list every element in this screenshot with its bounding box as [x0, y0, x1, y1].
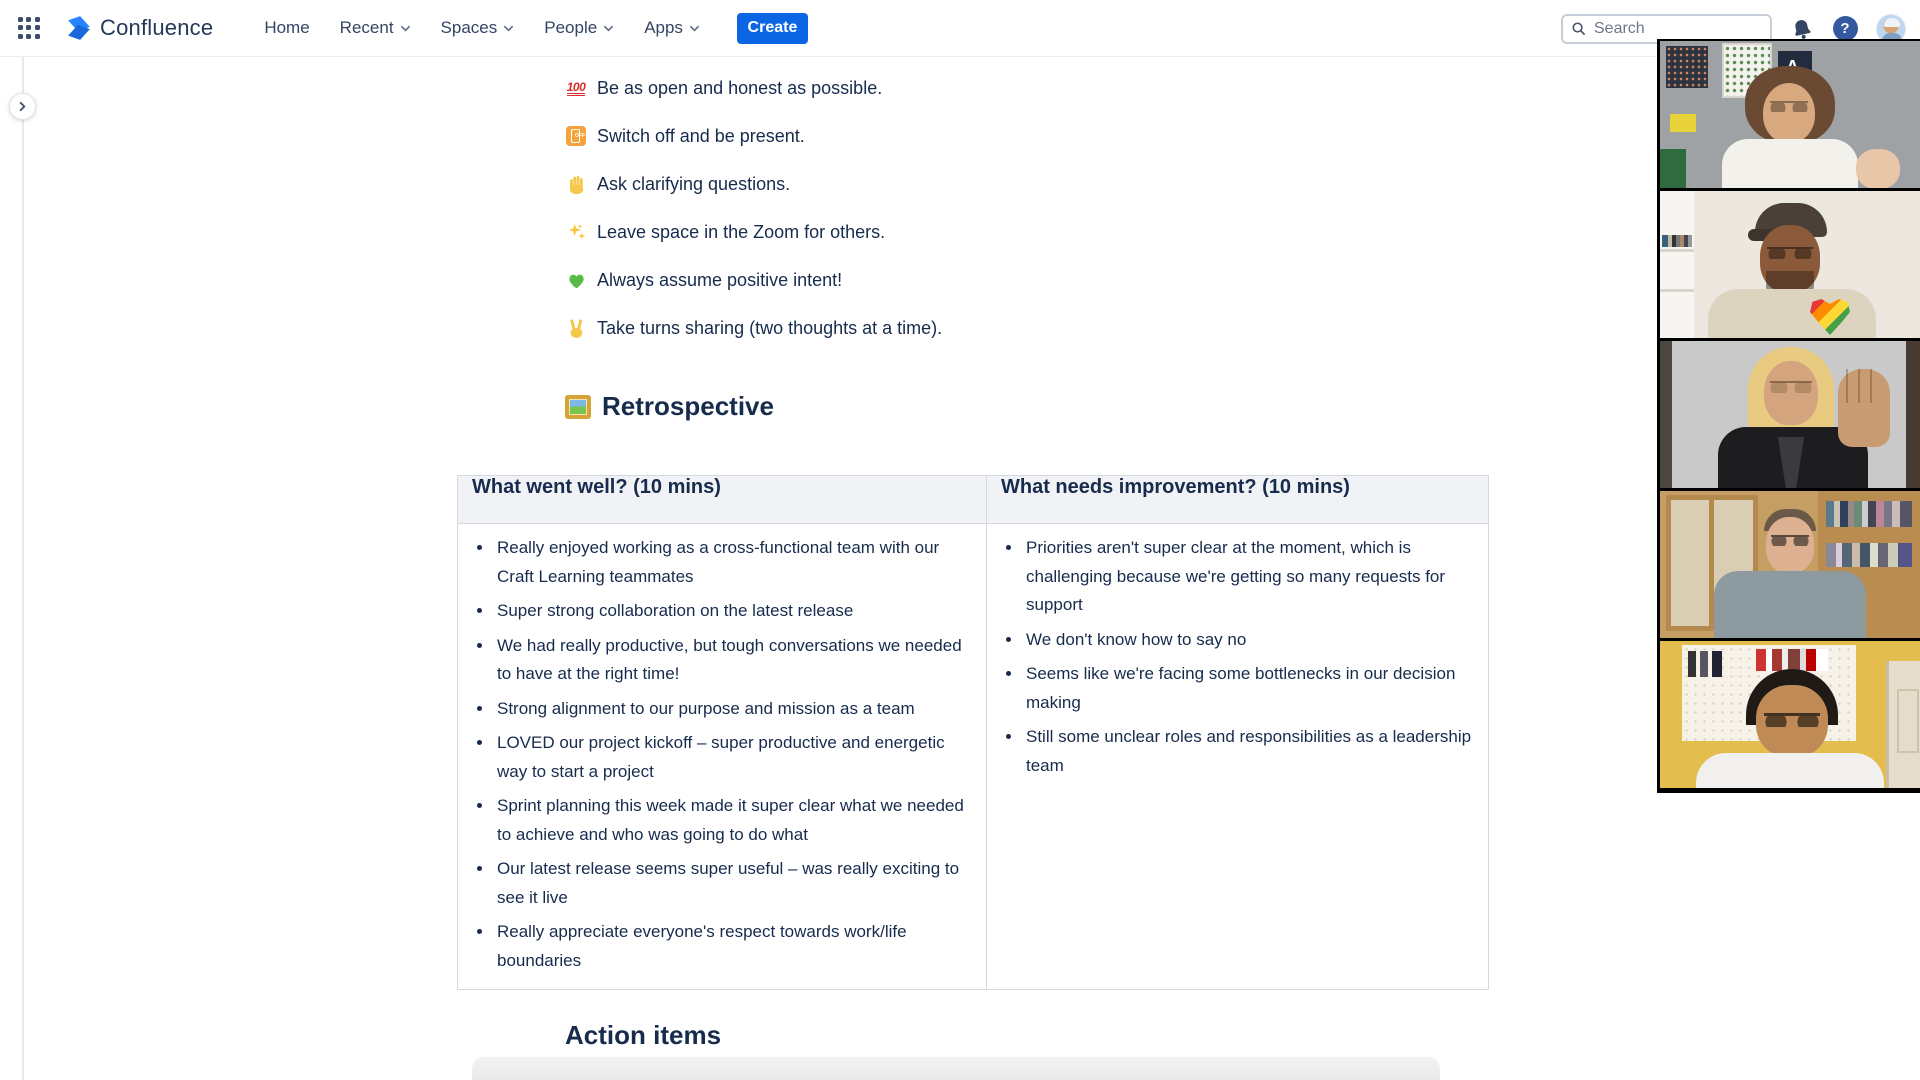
app-switcher-icon[interactable]	[18, 17, 40, 39]
list-item: • Really enjoyed working as a cross-functional team with our Craft Learning teammates	[494, 534, 972, 591]
list-item: • Sprint planning this week made it super clear what we needed to achieve and who was going to do what	[494, 792, 972, 849]
room-edge	[1660, 341, 1672, 488]
top-nav	[0, 0, 1920, 57]
wall-shelf	[1660, 191, 1694, 338]
glasses	[1771, 535, 1809, 546]
list-item	[565, 266, 942, 294]
victory-hand-icon	[565, 317, 587, 339]
video-call-strip	[1657, 39, 1920, 793]
list-item: • Seems like we're facing some bottlenecks in our decision making	[1023, 660, 1474, 717]
yellow-sign	[1670, 114, 1696, 132]
sparkles-icon	[565, 221, 587, 243]
video-tile-participant-5[interactable]	[1660, 641, 1920, 788]
went-well-list	[472, 534, 972, 975]
expand-sidebar-button[interactable]	[9, 93, 36, 120]
framed-picture-icon	[565, 395, 591, 419]
create-button[interactable]: Create	[737, 13, 808, 44]
glasses	[1770, 101, 1808, 112]
participant-torso	[1722, 139, 1858, 188]
room-edge	[1906, 341, 1920, 488]
list-item: • We had really productive, but tough conversations we needed to have at the right time!	[494, 632, 972, 689]
retrospective-heading: Retrospective	[565, 391, 774, 422]
ground-rule-text: Leave space in the Zoom for others.	[597, 221, 886, 242]
list-item	[565, 122, 942, 150]
participant-torso	[1714, 571, 1866, 638]
needs-improvement-list	[1001, 534, 1474, 780]
ground-rule-text: Ask clarifying questions.	[597, 173, 791, 194]
list-item: • Priorities aren't super clear at the moment, which is challenging because we're getting so many requests for support	[1023, 534, 1474, 620]
list-item: • LOVED our project kickoff – super productive and energetic way to start a project	[494, 729, 972, 786]
question-mark-icon: ?	[1833, 16, 1858, 41]
book-spines	[1826, 543, 1912, 567]
nav-item-people[interactable]: People	[529, 10, 629, 46]
list-item	[565, 218, 942, 246]
pegboard-stickers	[1756, 649, 1828, 671]
table-header-went-well: What went well? (10 mins)	[458, 476, 987, 524]
table-header-needs-improvement: What needs improvement? (10 mins)	[987, 476, 1489, 524]
green-cabinet	[1660, 149, 1686, 188]
nav-item-home[interactable]: Home	[264, 18, 310, 37]
list-item: • Still some unclear roles and responsibilities as a leadership team	[1023, 723, 1474, 780]
participant-face	[1763, 83, 1815, 143]
video-tile-participant-1[interactable]	[1660, 41, 1920, 188]
primary-nav	[249, 10, 715, 46]
mobile-phone-off-icon	[565, 125, 587, 147]
list-item: • Super strong collaboration on the latest release	[494, 597, 972, 626]
raised-hand-icon	[565, 173, 587, 195]
hundred-points-icon: 100	[566, 79, 586, 94]
next-content-shadow	[472, 1057, 1440, 1080]
video-tile-participant-4[interactable]	[1660, 491, 1920, 638]
video-tile-participant-3[interactable]	[1660, 341, 1920, 488]
nav-item-spaces[interactable]: Spaces	[426, 10, 530, 46]
list-item: • Really appreciate everyone's respect towards work/life boundaries	[494, 918, 972, 975]
help-button[interactable]	[1832, 16, 1858, 42]
pegboard-tools	[1688, 651, 1728, 677]
shelf-objects	[1662, 235, 1692, 247]
green-heart-icon	[565, 269, 587, 291]
sidebar-collapsed-divider	[22, 57, 24, 1080]
confluence-logo[interactable]	[66, 15, 213, 41]
confluence-logo-icon	[66, 15, 92, 41]
retrospective-table	[457, 475, 1489, 990]
door	[1886, 661, 1920, 788]
nav-item-apps[interactable]: Apps	[629, 10, 715, 46]
search-icon	[1571, 21, 1586, 36]
ground-rule-text: Be as open and honest as possible.	[597, 77, 883, 98]
chevron-down-icon	[503, 23, 514, 34]
glasses	[1764, 713, 1820, 727]
participant-torso	[1696, 753, 1884, 788]
glasses	[1770, 381, 1812, 393]
list-item	[565, 170, 942, 198]
chevron-down-icon	[400, 23, 411, 34]
logo-text: Confluence	[100, 15, 214, 40]
ground-rule-text: Switch off and be present.	[597, 125, 805, 146]
action-items-heading: Action items	[565, 1020, 722, 1050]
search-input[interactable]	[1594, 20, 1754, 38]
participant-torso	[1708, 289, 1876, 338]
list-item	[565, 314, 942, 342]
video-tile-participant-2[interactable]	[1660, 191, 1920, 338]
book-spines	[1826, 501, 1912, 527]
notifications-button[interactable]	[1789, 16, 1815, 42]
went-well-cell	[458, 524, 987, 990]
wall-art	[1666, 46, 1708, 88]
list-item: • Strong alignment to our purpose and mission as a team	[494, 695, 972, 724]
ground-rule-text: Take turns sharing (two thoughts at a time).	[597, 317, 943, 338]
list-item: • Our latest release seems super useful – was really exciting to see it live	[494, 855, 972, 912]
glasses	[1767, 247, 1813, 259]
chevron-down-icon	[689, 23, 700, 34]
waving-palm	[1838, 369, 1890, 447]
chevron-down-icon	[603, 23, 614, 34]
needs-improvement-cell	[987, 524, 1489, 990]
nav-item-recent[interactable]: Recent	[325, 10, 426, 46]
ground-rules-list	[565, 74, 942, 362]
list-item	[565, 74, 942, 102]
list-item: • We don't know how to say no	[1023, 626, 1474, 655]
waving-hand	[1856, 149, 1900, 188]
chevron-right-icon	[17, 101, 28, 112]
participant-face	[1764, 361, 1818, 425]
ground-rule-text: Always assume positive intent!	[597, 269, 843, 290]
